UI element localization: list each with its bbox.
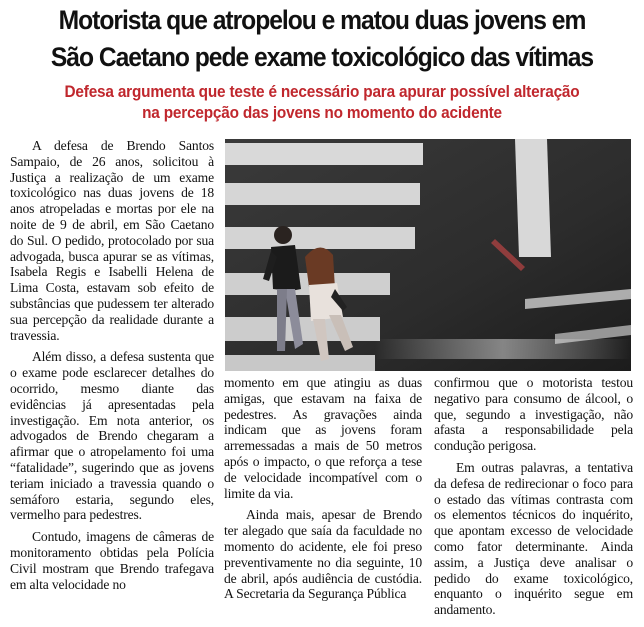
article-paragraph: A defesa de Brendo Santos Sampaio, de 26 anos, solicitou à Justiça a realização de um exame toxicológico nas duas jovens de 18 anos atropeladas e mortas por ele na noite de 9 de abril, em São Caetano do Sul. O pedido, protocolado por sua advogada, busca apurar se as vítimas, Isabela Regis e Isabelli Helena de Lima Costa, estavam sob efeito de substâncias que pudessem ter alterado sua percepção da realidade durante a travessia. (10, 138, 214, 343)
crosswalk-photo (225, 139, 631, 371)
subheadline-line-1: Defesa argumenta que teste é necessário para apurar possível alteração (64, 83, 580, 101)
headline-line-1: Motorista que atropelou e matou duas jovens em (58, 5, 586, 35)
headline (23, 2, 622, 76)
crosswalk-photo-svg (225, 139, 631, 371)
subheadline (23, 82, 622, 124)
headline-line-2: São Caetano pede exame toxicológico das vítimas (50, 42, 594, 72)
article-column-1 (10, 138, 214, 592)
article-paragraph: Além disso, a defesa sustenta que o exame pode esclarecer detalhes do ocorrido, mesmo diante das evidências já apresentadas pela investigação. Em nota anterior, os advogados de Brendo chegaram a afirmar que o atropelamento foi uma “fatalidade”, sugerindo que as jovens teriam iniciado a travessia quando o semáforo estaria, segundo eles, vermelho para pedestres. (10, 349, 214, 523)
article-paragraph: momento em que atingiu as duas amigas, que estavam na faixa de pedestres. As gravações ainda indicam que as jovens foram arremessadas a mais de 50 metros após o impacto, o que reforça a tese de velocidade incompatível com o limite da via. (224, 375, 422, 501)
subheadline-line-2: na percepção das jovens no momento do acidente (142, 104, 502, 122)
article-paragraph: Contudo, imagens de câmeras de monitoramento obtidas pela Polícia Civil mostram que Brendo trafegava em alta velocidade no (10, 529, 214, 592)
article-paragraph: Ainda mais, apesar de Brendo ter alegado que saía da faculdade no momento do acidente, ele foi preso preventivamente no dia seguinte, 10 de abril, após audiência de custódia. A Secretaria da Segurança Pública (224, 507, 422, 602)
article-paragraph: Em outras palavras, a tentativa da defesa de redirecionar o foco para o estado das vítimas contrasta com os elementos técnicos do inquérito, que apontam excesso de velocidade como fator determinante. Ainda assim, a Justiça deve analisar o pedido do exame toxicológico, enquanto o inquérito segue em andamento. (434, 459, 633, 618)
article-paragraph: confirmou que o motorista testou negativo para consumo de álcool, o que, segundo a investigação, não afasta a responsabilidade pela condução perigosa. (434, 375, 633, 454)
article-column-2 (224, 375, 422, 602)
article-column-3 (434, 375, 633, 618)
